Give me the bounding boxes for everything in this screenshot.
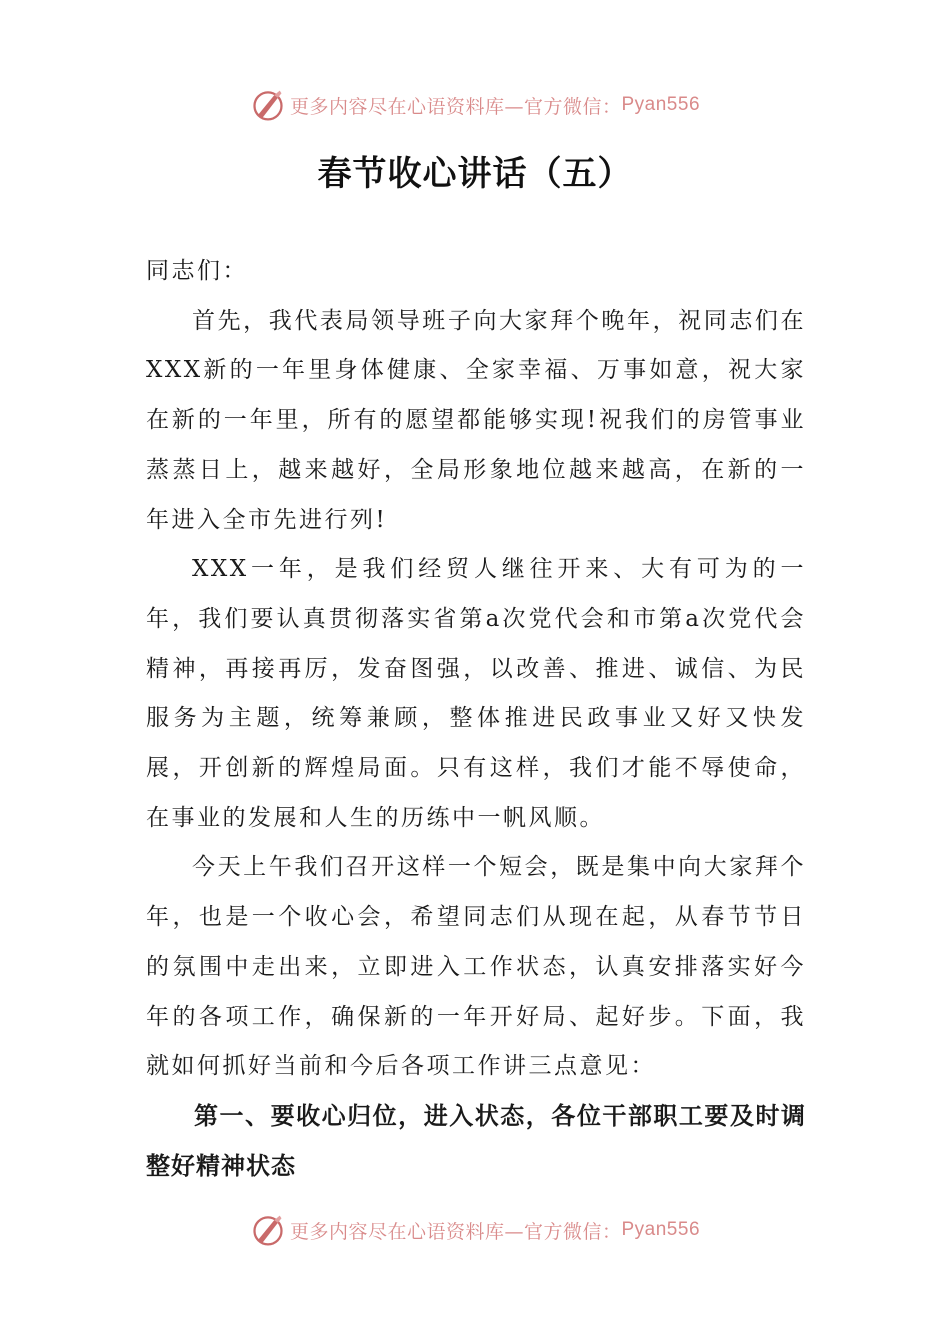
section-heading-1: 第一、要收心归位，进入状态，各位干部职工要及时调整好精神状态	[146, 1101, 806, 1180]
watermark-banner-top	[0, 85, 950, 125]
salutation: 同志们：	[146, 258, 248, 284]
paragraph-3: 今天上午我们召开这样一个短会，既是集中向大家拜个年，也是一个收心会，希望同志们从现在起，从春节节日的氛围中走出来，立即进入工作状态，认真安排落实好今年的各项工作，确保新的一年开好局、起好步。下面，我就如何抓好当前和今后各项工作讲三点意见：	[146, 854, 806, 1080]
watermark-id: Pyan556	[621, 1219, 701, 1240]
watermark-text: 更多内容尽在心语资料库—官方微信：	[289, 1220, 622, 1243]
pen-logo-icon	[250, 87, 286, 123]
watermark-id: Pyan556	[621, 94, 701, 115]
paragraph-2: XXX一年，是我们经贸人继往开来、大有可为的一年，我们要认真贯彻落实省第a次党代会和市第a次党代会精神，再接再厉，发奋图强，以改善、推进、诚信、为民服务为主题，统筹兼顾，整体推进民政事业又好又快发展，开创新的辉煌局面。只有这样，我们才能不辱使命，在事业的发展和人生的历练中一帆风顺。	[146, 556, 806, 831]
paragraph-1: 首先，我代表局领导班子向大家拜个晚年，祝同志们在XXX新的一年里身体健康、全家幸福、万事如意，祝大家在新的一年里，所有的愿望都能够实现!祝我们的房管事业蒸蒸日上，越来越好，全局形象地位越来越高，在新的一年进入全市先进行列!	[146, 307, 806, 533]
watermark-text: 更多内容尽在心语资料库—官方微信：	[289, 95, 622, 118]
watermark-banner-bottom	[0, 1210, 950, 1250]
document-title: 春节收心讲话（五）	[317, 154, 633, 194]
document-body	[146, 247, 806, 1191]
pen-logo-icon	[250, 1212, 286, 1248]
